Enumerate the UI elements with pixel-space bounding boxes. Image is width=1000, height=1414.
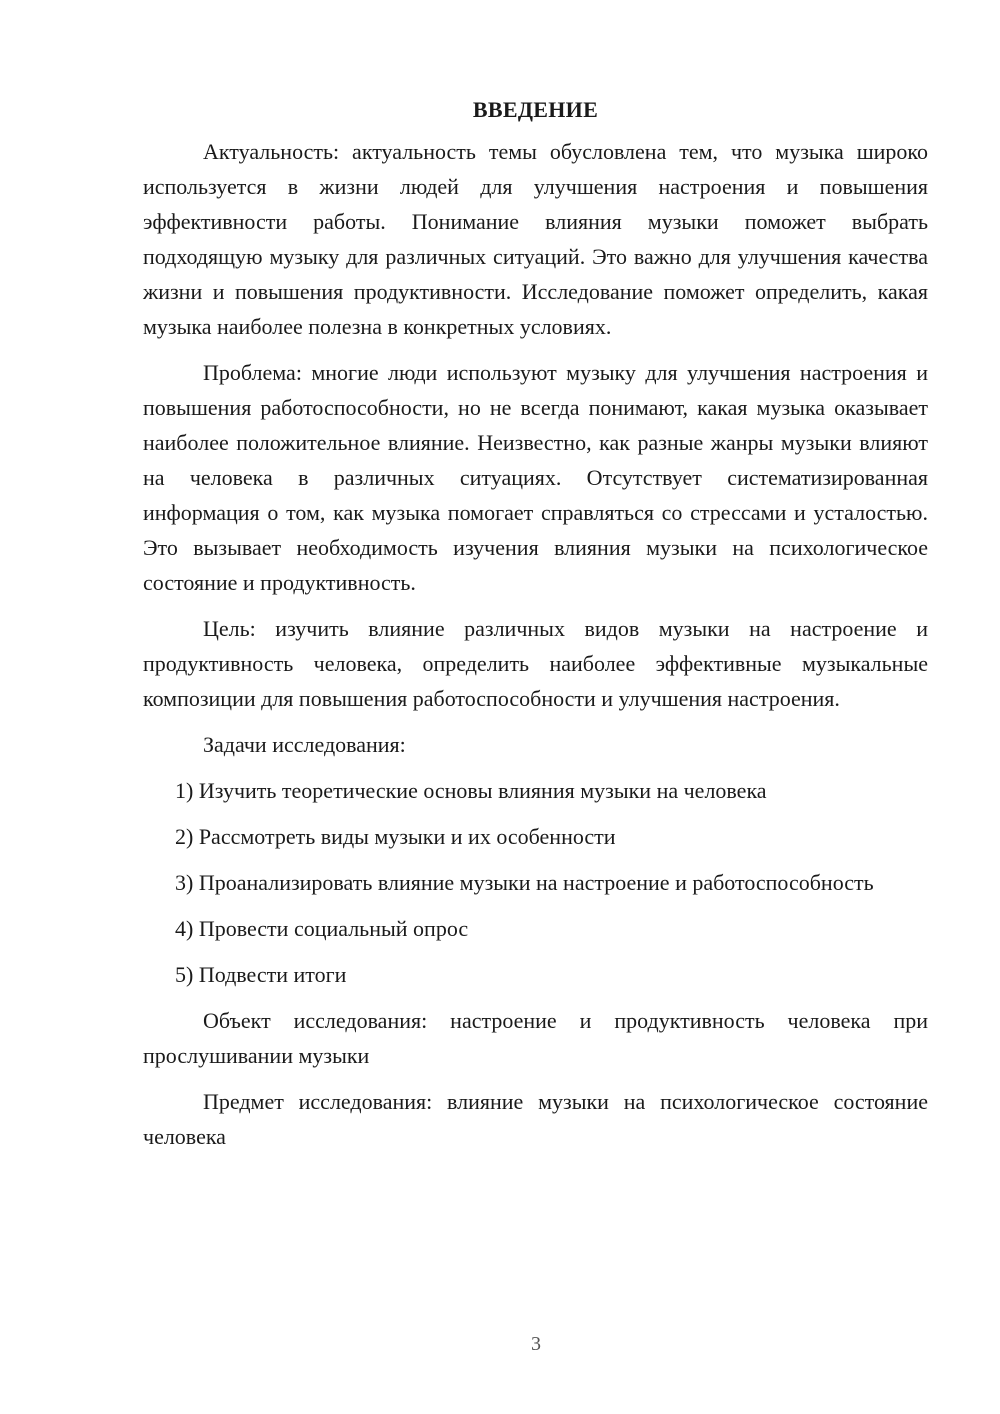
research-object-paragraph: Объект исследования: настроение и продуктивность человека при прослушивании музыки	[143, 1008, 928, 1068]
goal-paragraph: Цель: изучить влияние различных видов музыки на настроение и продуктивность человека, определить наиболее эффективные музыкальные композиции для повышения работоспособности и улучшения настроения.	[143, 616, 928, 711]
task-item-2: 2) Рассмотреть виды музыки и их особенности	[175, 824, 616, 849]
task-item-5: 5) Подвести итоги	[175, 962, 347, 987]
task-item-1: 1) Изучить теоретические основы влияния музыки на человека	[175, 778, 767, 803]
task-item-4: 4) Провести социальный опрос	[175, 916, 469, 941]
tasks-heading: Задачи исследования:	[203, 732, 406, 757]
research-subject-paragraph: Предмет исследования: влияние музыки на психологическое состояние человека	[143, 1089, 928, 1149]
relevance-paragraph: Актуальность: актуальность темы обусловлена тем, что музыка широко используется в жизни людей для улучшения настроения и повышения эффективности работы. Понимание влияния музыки поможет выбрать подходящую музыку для различных ситуаций. Это важно для улучшения качества жизни и повышения продуктивности. Исследование поможет определить, какая музыка наиболее полезна в конкретных условиях.	[143, 139, 928, 339]
problem-paragraph: Проблема: многие люди используют музыку для улучшения настроения и повышения работоспособности, но не всегда понимают, какая музыка оказывает наиболее положительное влияние. Неизвестно, как разные жанры музыки влияют на человека в различных ситуациях. Отсутствует систематизированная информация о том, как музыка помогает справляться со стрессами и усталостью. Это вызывает необходимость изучения влияния музыки на психологическое состояние и продуктивность.	[143, 360, 928, 595]
page-number: 3	[531, 1333, 541, 1355]
section-title: ВВЕДЕНИЕ	[472, 97, 599, 122]
task-item-3: 3) Проанализировать влияние музыки на настроение и работоспособность	[175, 870, 874, 895]
document-page	[143, 94, 928, 1165]
